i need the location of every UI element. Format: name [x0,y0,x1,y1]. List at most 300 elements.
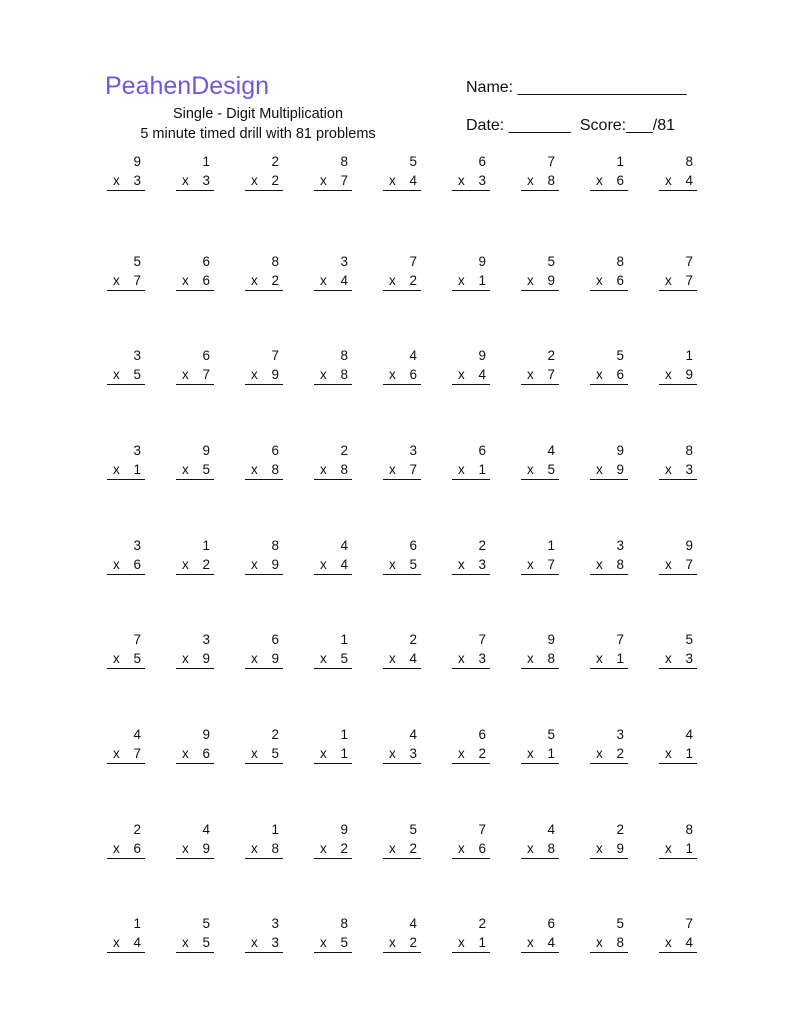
multiplication-problem [590,443,628,485]
answer-line [521,574,559,575]
multiplicand: 3 [616,538,624,553]
multiply-sign: x [113,273,120,288]
multiplication-problem [383,154,421,196]
multiplier: 3 [202,173,210,188]
multiplier: 9 [271,557,279,572]
multiplier: 5 [340,651,348,666]
multiplication-problem [659,538,697,580]
multiplication-problem [521,727,559,769]
multiplication-problem [176,632,214,674]
multiply-sign: x [596,557,603,572]
answer-line [659,858,697,859]
multiplication-problem [107,538,145,580]
answer-line [314,190,352,191]
multiplication-problem [590,154,628,196]
multiplication-problem [107,727,145,769]
answer-line [521,290,559,291]
multiplicand: 4 [547,822,555,837]
multiplicand: 1 [547,538,555,553]
multiplication-problem [452,916,490,958]
multiplicand: 3 [133,538,141,553]
multiplier: 2 [478,746,486,761]
multiplier: 5 [340,935,348,950]
multiplicand: 4 [547,443,555,458]
multiply-sign: x [458,367,465,382]
multiplication-problem [452,632,490,674]
multiplication-problem [590,727,628,769]
multiplication-problem [452,348,490,390]
multiply-sign: x [527,935,534,950]
answer-line [590,479,628,480]
multiplication-problem [590,348,628,390]
multiplication-problem [245,727,283,769]
multiplication-problem [383,443,421,485]
worksheet-description: 5 minute timed drill with 81 problems [140,126,376,142]
multiplication-problem [383,632,421,674]
multiplicand: 7 [133,632,141,647]
multiply-sign: x [527,173,534,188]
multiply-sign: x [113,746,120,761]
multiplier: 3 [133,173,141,188]
multiply-sign: x [596,651,603,666]
multiplicand: 6 [478,443,486,458]
answer-line [107,479,145,480]
multiplier: 9 [616,841,624,856]
answer-line [521,858,559,859]
multiplier: 1 [547,746,555,761]
multiplicand: 3 [202,632,210,647]
multiplication-problem [176,154,214,196]
multiplier: 2 [409,273,417,288]
answer-line [245,190,283,191]
multiplier: 1 [478,462,486,477]
multiplier: 8 [547,651,555,666]
multiplication-problem [176,254,214,296]
answer-line [176,858,214,859]
multiply-sign: x [389,367,396,382]
multiplicand: 3 [409,443,417,458]
multiplicand: 4 [409,916,417,931]
multiplicand: 2 [271,727,279,742]
multiply-sign: x [320,557,327,572]
multiplier: 4 [685,173,693,188]
multiplication-problem [452,822,490,864]
answer-line [383,384,421,385]
name-field: Name: ___________________ [466,79,687,96]
worksheet-subtitle: Single - Digit Multiplication [172,106,344,122]
answer-line [383,763,421,764]
answer-line [659,190,697,191]
multiplicand: 5 [547,727,555,742]
multiplication-problem [659,348,697,390]
answer-line [452,290,490,291]
multiplication-problem [659,254,697,296]
multiplication-problem [590,916,628,958]
multiplicand: 4 [133,727,141,742]
multiplicand: 3 [616,727,624,742]
multiplicand: 9 [340,822,348,837]
multiply-sign: x [182,173,189,188]
multiplicand: 9 [616,443,624,458]
answer-line [176,763,214,764]
multiplicand: 2 [478,916,486,931]
answer-line [176,190,214,191]
multiplier: 3 [271,935,279,950]
multiply-sign: x [320,367,327,382]
answer-line [452,479,490,480]
answer-line [659,384,697,385]
multiplicand: 7 [478,632,486,647]
multiplier: 2 [409,935,417,950]
multiply-sign: x [458,557,465,572]
answer-line [383,858,421,859]
multiplicand: 2 [133,822,141,837]
multiplicand: 3 [340,254,348,269]
multiplier: 6 [409,367,417,382]
multiply-sign: x [527,367,534,382]
multiplication-problem [107,916,145,958]
multiplication-problem [245,348,283,390]
multiply-sign: x [596,367,603,382]
multiplication-problem [314,727,352,769]
multiply-sign: x [389,462,396,477]
multiply-sign: x [389,935,396,950]
answer-line [659,668,697,669]
multiply-sign: x [527,273,534,288]
multiply-sign: x [665,841,672,856]
multiplicand: 3 [133,443,141,458]
multiplicand: 8 [340,154,348,169]
multiplicand: 8 [685,154,693,169]
multiplier: 6 [616,273,624,288]
multiplicand: 1 [685,348,693,363]
multiplication-problem [590,538,628,580]
multiplicand: 1 [202,538,210,553]
multiplication-problem [314,822,352,864]
answer-line [245,763,283,764]
multiply-sign: x [182,746,189,761]
multiplier: 8 [271,462,279,477]
multiplicand: 4 [685,727,693,742]
multiplicand: 9 [202,727,210,742]
multiplier: 9 [202,841,210,856]
answer-line [176,668,214,669]
multiplier: 2 [340,841,348,856]
multiply-sign: x [113,462,120,477]
multiplicand: 1 [340,727,348,742]
multiplier: 5 [271,746,279,761]
answer-line [452,190,490,191]
multiplication-problem [176,443,214,485]
answer-line [659,763,697,764]
multiplicand: 2 [616,822,624,837]
multiplicand: 8 [685,443,693,458]
answer-line [452,858,490,859]
multiplication-problem [521,916,559,958]
multiply-sign: x [596,462,603,477]
multiplication-problem [245,632,283,674]
multiply-sign: x [527,557,534,572]
multiply-sign: x [113,173,120,188]
multiplication-problem [452,254,490,296]
answer-line [383,479,421,480]
multiply-sign: x [458,746,465,761]
multiplicand: 7 [616,632,624,647]
answer-line [245,479,283,480]
multiplicand: 8 [271,254,279,269]
answer-line [521,952,559,953]
multiplier: 6 [616,173,624,188]
multiplier: 5 [133,367,141,382]
multiplicand: 2 [478,538,486,553]
multiply-sign: x [458,462,465,477]
answer-line [107,384,145,385]
multiplier: 3 [478,557,486,572]
multiplier: 2 [202,557,210,572]
multiplication-problem [176,538,214,580]
multiplicand: 6 [409,538,417,553]
multiply-sign: x [251,746,258,761]
multiplier: 2 [616,746,624,761]
answer-line [107,668,145,669]
multiplication-problem [314,916,352,958]
multiplicand: 1 [271,822,279,837]
multiplier: 9 [685,367,693,382]
multiplication-problem [245,154,283,196]
multiply-sign: x [182,935,189,950]
multiplier: 6 [133,557,141,572]
multiplicand: 4 [340,538,348,553]
multiplicand: 4 [409,727,417,742]
multiplier: 7 [409,462,417,477]
answer-line [314,952,352,953]
multiplier: 9 [547,273,555,288]
multiplicand: 5 [616,916,624,931]
answer-line [245,668,283,669]
multiplier: 6 [202,746,210,761]
multiply-sign: x [389,557,396,572]
multiply-sign: x [251,462,258,477]
multiplication-problem [314,254,352,296]
multiplicand: 8 [685,822,693,837]
multiply-sign: x [182,841,189,856]
multiplicand: 5 [202,916,210,931]
answer-line [590,384,628,385]
multiplicand: 4 [409,348,417,363]
multiplicand: 6 [271,632,279,647]
answer-line [107,190,145,191]
multiply-sign: x [251,557,258,572]
multiplier: 8 [547,841,555,856]
answer-line [452,952,490,953]
multiplicand: 2 [547,348,555,363]
multiplicand: 7 [685,254,693,269]
multiplier: 3 [685,651,693,666]
multiplier: 9 [271,367,279,382]
multiplier: 8 [271,841,279,856]
brand-title: PeahenDesign [105,72,270,100]
multiply-sign: x [389,651,396,666]
multiplicand: 9 [133,154,141,169]
multiplicand: 6 [478,154,486,169]
multiplicand: 7 [478,822,486,837]
multiplicand: 9 [547,632,555,647]
answer-line [176,290,214,291]
answer-line [383,190,421,191]
multiply-sign: x [113,367,120,382]
answer-line [245,574,283,575]
multiply-sign: x [320,173,327,188]
multiplication-problem [245,822,283,864]
multiply-sign: x [458,273,465,288]
multiplication-problem [452,154,490,196]
multiplication-problem [107,443,145,485]
multiplicand: 9 [685,538,693,553]
multiplication-problem [659,632,697,674]
multiplication-problem [383,348,421,390]
multiplier: 6 [202,273,210,288]
multiplication-problem [245,443,283,485]
multiply-sign: x [182,462,189,477]
multiply-sign: x [596,841,603,856]
multiply-sign: x [596,935,603,950]
multiply-sign: x [596,273,603,288]
multiply-sign: x [113,651,120,666]
multiplication-problem [659,822,697,864]
multiplication-problem [176,348,214,390]
answer-line [659,290,697,291]
multiplicand: 6 [202,348,210,363]
multiply-sign: x [389,841,396,856]
multiply-sign: x [113,935,120,950]
multiplier: 4 [340,557,348,572]
multiplication-problem [452,538,490,580]
multiply-sign: x [320,935,327,950]
multiplicand: 8 [616,254,624,269]
multiplier: 6 [133,841,141,856]
multiplication-problem [521,538,559,580]
multiplication-problem [314,154,352,196]
multiply-sign: x [389,746,396,761]
multiplicand: 1 [202,154,210,169]
answer-line [452,574,490,575]
multiplier: 1 [478,935,486,950]
multiply-sign: x [113,841,120,856]
multiplier: 3 [478,173,486,188]
answer-line [107,763,145,764]
multiplier: 1 [478,273,486,288]
answer-line [383,668,421,669]
multiplication-problem [590,254,628,296]
answer-line [176,479,214,480]
multiplier: 3 [478,651,486,666]
answer-line [107,858,145,859]
multiplication-problem [245,538,283,580]
multiply-sign: x [458,841,465,856]
answer-line [245,858,283,859]
multiply-sign: x [596,173,603,188]
answer-line [314,290,352,291]
multiplicand: 7 [271,348,279,363]
multiplier: 9 [616,462,624,477]
multiplication-problem [383,822,421,864]
multiplication-problem [245,254,283,296]
multiplicand: 5 [409,822,417,837]
multiply-sign: x [113,557,120,572]
multiplication-problem [659,916,697,958]
multiplier: 7 [202,367,210,382]
multiplicand: 2 [340,443,348,458]
multiplier: 6 [616,367,624,382]
multiplier: 7 [547,367,555,382]
answer-line [659,479,697,480]
multiply-sign: x [527,841,534,856]
multiply-sign: x [251,273,258,288]
answer-line [659,952,697,953]
multiplier: 7 [547,557,555,572]
multiplication-problem [521,154,559,196]
multiplicand: 1 [616,154,624,169]
multiplier: 1 [685,841,693,856]
answer-line [590,952,628,953]
multiplication-problem [314,538,352,580]
multiplier: 1 [685,746,693,761]
answer-line [590,668,628,669]
multiplicand: 3 [271,916,279,931]
multiplier: 4 [547,935,555,950]
multiplier: 5 [202,935,210,950]
multiplication-problem [383,254,421,296]
multiply-sign: x [665,746,672,761]
multiplier: 4 [409,173,417,188]
multiplier: 4 [685,935,693,950]
multiplication-problem [383,727,421,769]
multiplier: 7 [133,273,141,288]
answer-line [314,479,352,480]
multiply-sign: x [389,273,396,288]
multiplier: 8 [340,367,348,382]
multiplication-problem [452,727,490,769]
multiply-sign: x [320,651,327,666]
multiplier: 4 [409,651,417,666]
multiplicand: 5 [547,254,555,269]
multiplicand: 9 [478,348,486,363]
answer-line [521,190,559,191]
multiplier: 2 [271,173,279,188]
multiplier: 8 [340,462,348,477]
multiply-sign: x [665,557,672,572]
multiplication-problem [176,916,214,958]
answer-line [659,574,697,575]
multiplier: 1 [340,746,348,761]
multiply-sign: x [596,746,603,761]
multiplication-problem [107,154,145,196]
multiplication-problem [314,632,352,674]
multiplier: 5 [409,557,417,572]
multiplicand: 7 [409,254,417,269]
multiply-sign: x [251,173,258,188]
answer-line [521,479,559,480]
multiplier: 7 [133,746,141,761]
answer-line [107,952,145,953]
multiplication-problem [521,822,559,864]
multiplication-problem [107,254,145,296]
multiplication-problem [659,154,697,196]
answer-line [452,384,490,385]
multiplier: 3 [409,746,417,761]
answer-line [521,384,559,385]
multiplier: 8 [616,557,624,572]
